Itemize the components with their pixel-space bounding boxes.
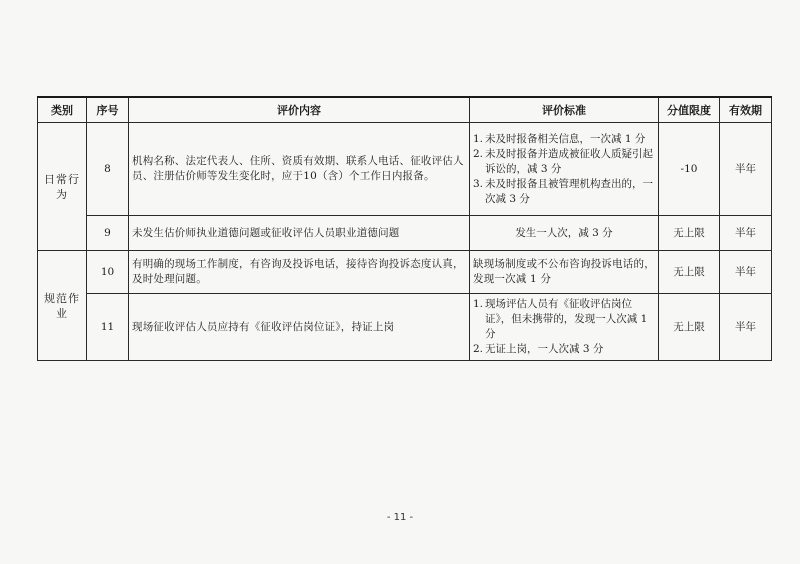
criteria-item-number: 1.: [473, 132, 484, 145]
criteria-item-text: 未及时报备相关信息，一次减 1 分: [485, 132, 646, 145]
category-cell: 日常行为: [38, 123, 87, 251]
validity-cell: 半年: [720, 251, 772, 294]
criteria-item-text: 现场评估人员有《征收评估岗位证》，但未携带的，发现一人次减 1 分: [485, 298, 648, 340]
criteria-item-number: 2.: [473, 147, 484, 160]
limit-cell: 无上限: [659, 251, 720, 294]
criteria-item: [473, 177, 655, 207]
limit-cell: 无上限: [659, 216, 720, 251]
header-limit: 分值限度: [659, 97, 720, 123]
row-number: 10: [87, 251, 129, 294]
table-row: [38, 294, 772, 361]
criteria-item-number: 3.: [473, 177, 484, 190]
validity-cell: 半年: [720, 294, 772, 361]
criteria-list: [473, 297, 655, 357]
row-number: 9: [87, 216, 129, 251]
criteria-item: [473, 342, 655, 357]
table-row: [38, 216, 772, 251]
criteria-item-text: 未及时报备并造成被征收人质疑引起诉讼的，减 3 分: [485, 147, 653, 175]
header-content: 评价内容: [129, 97, 470, 123]
criteria-cell: 发生一人次，减 3 分: [470, 216, 659, 251]
limit-cell: 无上限: [659, 294, 720, 361]
criteria-cell: [470, 294, 659, 361]
criteria-item: [473, 147, 655, 177]
header-validity: 有效期: [720, 97, 772, 123]
validity-cell: 半年: [720, 216, 772, 251]
criteria-item-number: 2.: [473, 343, 484, 355]
criteria-item: [473, 297, 655, 342]
header-number: 序号: [87, 97, 129, 123]
content-cell: 机构名称、法定代表人、住所、资质有效期、联系人电话、征收评估人员、注册估价师等发生变化时，应于10（含）个工作日内报备。: [129, 123, 470, 216]
table-row: [38, 251, 772, 294]
limit-cell: -10: [659, 123, 720, 216]
table-header-row: [38, 97, 772, 123]
row-number: 8: [87, 123, 129, 216]
criteria-cell: [470, 123, 659, 216]
row-number: 11: [87, 294, 129, 361]
page-number: - 11 -: [386, 512, 414, 523]
criteria-item-text: 无证上岗，一人次减 3 分: [485, 343, 604, 355]
criteria-item-text: 未及时报备且被管理机构查出的，一次减 3 分: [485, 177, 653, 205]
header-category: 类别: [38, 97, 87, 123]
evaluation-table: [37, 96, 772, 361]
category-cell: 规范作业: [38, 251, 87, 361]
criteria-item-number: 1.: [473, 298, 484, 310]
criteria-cell: 缺现场制度或不公布咨询投诉电话的，发现一次减 1 分: [470, 251, 659, 294]
content-cell: 现场征收评估人员应持有《征收评估岗位证》，持证上岗: [129, 294, 470, 361]
header-criteria: 评价标准: [470, 97, 659, 123]
content-cell: 未发生估价师执业道德问题或征收评估人员职业道德问题: [129, 216, 470, 251]
criteria-item: [473, 132, 655, 147]
validity-cell: 半年: [720, 123, 772, 216]
table-row: [38, 123, 772, 216]
content-cell: 有明确的现场工作制度，有咨询及投诉电话，接待咨询投诉态度认真，及时处理问题。: [129, 251, 470, 294]
criteria-list: [473, 132, 655, 207]
